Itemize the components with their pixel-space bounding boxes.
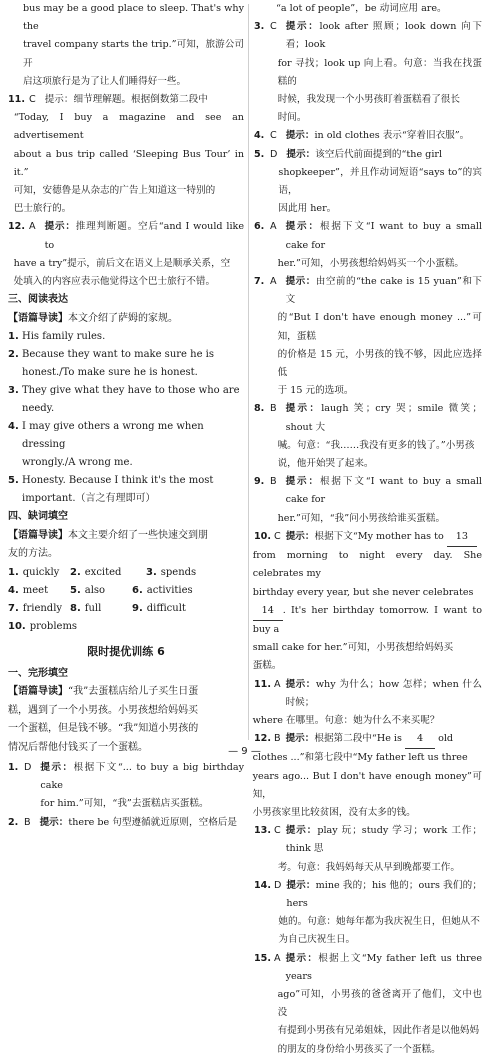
cloze-answers (8, 564, 244, 637)
guide-tag: 【语篇导读】 (8, 312, 68, 324)
item-number: 1. (8, 331, 19, 343)
answer-7 (254, 273, 482, 400)
question-number: 3. (254, 21, 265, 33)
hint-label: 提示： (285, 825, 318, 837)
answer-letter: A (270, 221, 277, 233)
left-column (8, 0, 244, 832)
practice-title: 限时提优训练 6 (87, 644, 165, 658)
answer-12 (8, 218, 244, 291)
hint-text: . It's her birthday tomorrow. I want to buy a (252, 604, 482, 635)
text-line: about a bus trip called ‘Sleeping Bus Tour’ in it.” (13, 148, 244, 178)
guide-tag: 【语篇导读】 (8, 686, 68, 698)
answer-cell (70, 600, 132, 618)
answer-word: excited (84, 566, 122, 578)
hint-label: 提示： (285, 403, 322, 415)
text-line (8, 527, 244, 546)
hint-label: 提示： (39, 816, 69, 828)
question-number: 12. (254, 733, 271, 745)
answer-letter: A (274, 952, 281, 964)
right-column (254, 0, 482, 1059)
text-line: 的朋友的身份给小男孩买了一个蛋糕。 (277, 1043, 441, 1055)
answer-letter: B (24, 816, 31, 828)
answer-letter: A (29, 221, 36, 233)
text-line: 因此用 her。 (278, 203, 337, 215)
question-number: 15. (254, 952, 271, 964)
question-number: 7. (254, 276, 265, 288)
answer-cell (8, 600, 70, 618)
item-number: 1. (8, 566, 19, 578)
blank-14: 14 (253, 602, 283, 621)
hint-label: 提示： (285, 276, 316, 288)
answer-letter: B (270, 476, 277, 488)
hint-label: 提示： (285, 952, 319, 964)
guide-tag: 【语篇导读】 (8, 529, 68, 541)
question-number: 10. (254, 530, 271, 542)
text-line (286, 950, 482, 986)
text-line (286, 18, 482, 54)
hint-label: 提示： (285, 130, 315, 142)
list-item (8, 472, 244, 508)
answer-10 (254, 528, 482, 676)
hint-text: 该空后代前面提到的“the girl (315, 148, 443, 160)
question-number: 5. (254, 148, 265, 160)
answer-cell (132, 582, 222, 600)
guide-text: “我”去蛋糕店给儿子买生日蛋 (68, 686, 199, 698)
answer-letter: D (270, 148, 278, 160)
text-line (8, 683, 244, 702)
question-number: 9. (254, 476, 265, 488)
guide-text: 本文介绍了萨姆的家规。 (68, 312, 178, 324)
text-line: Because they want to make sure he is (22, 349, 214, 361)
text-line: where 在哪里。句意：她为什么不来买呢？ (252, 714, 440, 726)
hint-label: 提示： (285, 476, 320, 488)
text-line: clothes ...”和第七段中“My father left us three (252, 752, 468, 764)
text-line: ago”可知，小男孩的爸爸离开了他们，文中也没 (277, 988, 482, 1019)
text-line: 时间。 (277, 112, 307, 124)
answer-cell (132, 600, 222, 618)
text-line: 于 15 元的选项。 (277, 385, 354, 397)
item-number: 4. (8, 584, 19, 596)
item-number: 5. (8, 475, 19, 487)
answer-9 (254, 473, 482, 528)
text-line (40, 814, 244, 832)
answer-12-right (254, 730, 482, 822)
answer-letter: B (270, 403, 277, 415)
text-line (286, 273, 482, 309)
answer-4 (254, 127, 482, 145)
list-item (8, 346, 244, 382)
section-heading-cloze-test: 一、完形填空 (8, 667, 68, 679)
answer-14 (254, 877, 482, 950)
text-line: her.”可知，小男孩想给妈妈买一个小蛋糕。 (277, 257, 465, 269)
answer-cell (146, 564, 208, 582)
text-line: from morning to night every day. She celebrates my (252, 550, 482, 580)
hint-text: mine 我的；his 他的；ours 我们的；hers (286, 879, 482, 909)
answer-11 (8, 91, 244, 218)
reading-answers (8, 328, 244, 508)
answer-word: difficult (146, 603, 186, 615)
item-number: 2. (8, 349, 19, 361)
answer-word: friendly (22, 603, 63, 615)
guide-cloze (8, 527, 244, 564)
list-item (8, 382, 244, 418)
text-line: 可知，安德鲁是从杂志的广告上知道这一特别的 (13, 185, 216, 197)
text-line (286, 822, 482, 858)
text-line: 小男孩家里比较贫困，没有太多的钱。 (252, 806, 416, 818)
hint-text: there be 句型遵循就近原则，空格后是 (68, 816, 237, 828)
text-line: have a try”提示，前后文在语义上是顺承关系，空 (13, 257, 231, 269)
text-line (286, 528, 482, 547)
hint-label: 提示： (44, 221, 76, 233)
text-line: 时候，我发现一个小男孩盯着蛋糕看了很长 (277, 94, 460, 106)
item-text: His family rules. (22, 331, 106, 343)
answer-1 (8, 759, 244, 814)
text-line: 有提到小男孩有兄弟姐妹，因此作者是以他妈妈 (277, 1025, 480, 1037)
answer-word: also (84, 584, 106, 596)
text-line: 的价格是 15 元，小男孩的钱不够，因此应选择低 (277, 348, 482, 379)
answer-word: full (84, 603, 102, 615)
text-line: birthday every year, but she never celebrates (252, 586, 474, 598)
hint-label: 提示： (285, 733, 315, 745)
answer-letter: B (274, 733, 281, 745)
answer-13 (254, 822, 482, 877)
section-heading-reading: 三、阅读表达 (8, 294, 68, 306)
hint-text: old (438, 733, 454, 745)
text-line: 考。句意：我妈妈每天从早到晚都要工作。 (277, 861, 460, 873)
hint-text: laugh 笑；cry 哭；smile 微笑；shout 大 (285, 403, 482, 433)
question-number: 4. (254, 130, 265, 142)
answer-row (8, 564, 244, 582)
text-line: 糕，遇到了一个小男孩。小男孩想给妈妈买 (8, 704, 198, 716)
text-line: for 寻找；look up 向上看。句意：当我在找蛋糕的 (277, 57, 482, 87)
text-line (286, 127, 482, 145)
section-heading-cloze: 四、缺词填空 (8, 511, 68, 523)
answer-word: spends (160, 566, 197, 578)
hint-text: why 为什么；how 怎样；when 什么时候； (285, 678, 483, 708)
text-line: 提示：细节理解题。根据倒数第二段中 (44, 94, 208, 106)
guide-text: 本文主要介绍了一些快速交到朋 (68, 529, 208, 541)
hint-text: in old clothes 表示“穿着旧衣服”。 (314, 130, 470, 142)
text-line: 她的。句意：她每年都为我庆祝生日，但她从不 (278, 916, 480, 928)
item-number: 3. (146, 566, 157, 578)
list-item (8, 418, 244, 472)
text-line: 说，他开始哭了起来。 (277, 458, 374, 470)
text-line (40, 759, 244, 795)
text-line (45, 218, 244, 254)
continued-text: “a lot of people”，be 动词应用 are。 (276, 3, 447, 14)
question-number: 14. (254, 879, 271, 891)
blank-4: 4 (405, 730, 435, 749)
text-line (286, 218, 482, 254)
continued-text (8, 0, 244, 91)
answer-8 (254, 400, 482, 473)
answer-word: activities (146, 584, 193, 596)
question-number: 6. (254, 221, 265, 233)
text-line: 的“But I don't have enough money ...”可知，蛋糕 (277, 312, 482, 342)
hint-text: 根据上文“My father left us three years (285, 952, 482, 982)
item-text (22, 382, 244, 418)
answer-word: quickly (22, 566, 60, 578)
answer-3 (254, 18, 482, 127)
text-line: her.”可知，“我”问小男孩给谁买蛋糕。 (277, 512, 446, 524)
question-number: 11. (254, 678, 271, 690)
answer-letter: D (24, 762, 32, 774)
text-line: “Today, I buy a magazine and see an advertisement (13, 112, 244, 142)
text-line: 巴士旅行的。 (13, 203, 72, 215)
question-number: 8. (254, 403, 265, 415)
answer-word: problems (29, 621, 78, 633)
text-line: I may give others a wrong me when dressing (22, 421, 204, 451)
text-line (286, 473, 482, 509)
text-line: 启这项旅行是为了让人们睡得好一些。 (23, 75, 187, 87)
hint-text: 根据下文“I want to buy a small cake for (285, 476, 482, 506)
question-number: 1. (8, 762, 19, 774)
hint-label: 提示： (286, 879, 316, 891)
hint-label: 提示： (40, 762, 74, 774)
hint-text: 推理判断题。空后“and I would like to (44, 221, 244, 251)
answer-row (8, 582, 244, 600)
item-number: 4. (8, 421, 19, 433)
answer-2 (8, 814, 244, 832)
hint-label: 提示： (285, 530, 315, 542)
text-line: 蛋糕。 (252, 660, 282, 672)
question-number: 13. (254, 825, 271, 837)
hint-label: 提示： (285, 678, 316, 690)
answer-row (8, 600, 244, 618)
item-number: 3. (8, 385, 19, 397)
text-line (286, 400, 482, 436)
answer-5 (254, 146, 482, 219)
text-line (286, 877, 482, 913)
answer-cell (70, 582, 132, 600)
text-line: 喊。句意：“我……我没有更多的钱了。”小男孩 (277, 439, 475, 451)
text-line: for him.”可知，“我”去蛋糕店买蛋糕。 (40, 798, 209, 810)
text-line: small cake for her.”可知，小男孩想给妈妈买 (252, 642, 454, 654)
hint-text: 由空前的“the cake is 15 yuan”和下文 (285, 276, 483, 306)
text-line (286, 676, 482, 712)
list-item (8, 328, 244, 346)
answer-cell (8, 618, 128, 636)
text-line: travel company starts the trip.”可知，旅游公司开 (23, 39, 244, 69)
answer-letter: C (270, 21, 277, 33)
text-line: needy. (22, 403, 55, 415)
answer-letter: D (274, 879, 282, 891)
answer-word: meet (22, 584, 49, 596)
item-number: 9. (132, 603, 143, 615)
item-number: 5. (70, 584, 81, 596)
text-line: shopkeeper”，并且作动词短语“says to”的宾语， (278, 166, 482, 197)
text-line: bus may be a good place to sleep. That's why the (23, 3, 244, 33)
guide-reading (8, 310, 244, 329)
answer-letter: A (270, 276, 277, 288)
item-number: 10. (8, 621, 26, 633)
hint-text: 根据下文“My mother has to (314, 530, 444, 542)
question-number: 12. (8, 221, 25, 233)
item-text (22, 418, 244, 472)
hint-text: 根据下文“... to buy a big birthday cake (40, 762, 245, 792)
column-divider (248, 4, 249, 740)
text-line: 情况后帮他付钱买了一个蛋糕。 (8, 741, 148, 753)
text-line: 处填入的内容应表示他觉得这个巴士旅行不错。 (13, 276, 216, 288)
item-text (22, 472, 244, 508)
item-number: 7. (8, 603, 19, 615)
item-number: 2. (70, 566, 81, 578)
answer-row (8, 618, 244, 636)
answer-cell (8, 564, 70, 582)
answer-letter: C (270, 130, 277, 142)
text-line: honest./To make sure he is honest. (22, 367, 198, 379)
blank-13: 13 (447, 528, 477, 547)
answer-letter: C (274, 825, 281, 837)
question-number: 2. (8, 816, 19, 828)
text-line: They give what they have to those who are (22, 385, 240, 397)
answer-11-right (254, 676, 482, 731)
text-line: years ago... But I don't have enough money”可知， (252, 770, 482, 800)
answer-15 (254, 950, 482, 1059)
text-line: 一个蛋糕，但是钱不够。“我”知道小男孩的 (8, 723, 199, 735)
item-text (22, 346, 244, 382)
hint-text: play 玩；study 学习；work 工作；think 思 (285, 825, 483, 855)
hint-label: 提示： (285, 21, 320, 33)
answer-cell (8, 582, 70, 600)
question-number: 11. (8, 94, 25, 106)
text-line (286, 146, 482, 164)
hint-label: 提示： (285, 221, 320, 233)
answer-letter: A (274, 678, 281, 690)
hint-text: 根据下文“I want to buy a small cake for (285, 221, 482, 251)
hint-text: look after 照顾；look down 向下看；look (285, 21, 483, 51)
item-number: 6. (132, 584, 143, 596)
hint-label: 提示： (286, 148, 316, 160)
text-line: wrongly./A wrong me. (22, 457, 133, 469)
text-line: Honesty. Because I think it's the most (22, 475, 214, 487)
text-line (253, 602, 482, 639)
text-line: important.（言之有理即可） (22, 493, 156, 505)
hint-text: 根据第二段中“He is (314, 733, 402, 745)
answer-cell (70, 564, 146, 582)
text-line: 友的方法。 (8, 548, 58, 560)
page-number: — 9 — (228, 746, 261, 757)
text-line: 为自己庆祝生日。 (278, 934, 356, 946)
answer-letter: C (274, 530, 281, 542)
item-number: 8. (70, 603, 81, 615)
answer-letter: C (29, 94, 36, 106)
answer-6 (254, 218, 482, 273)
